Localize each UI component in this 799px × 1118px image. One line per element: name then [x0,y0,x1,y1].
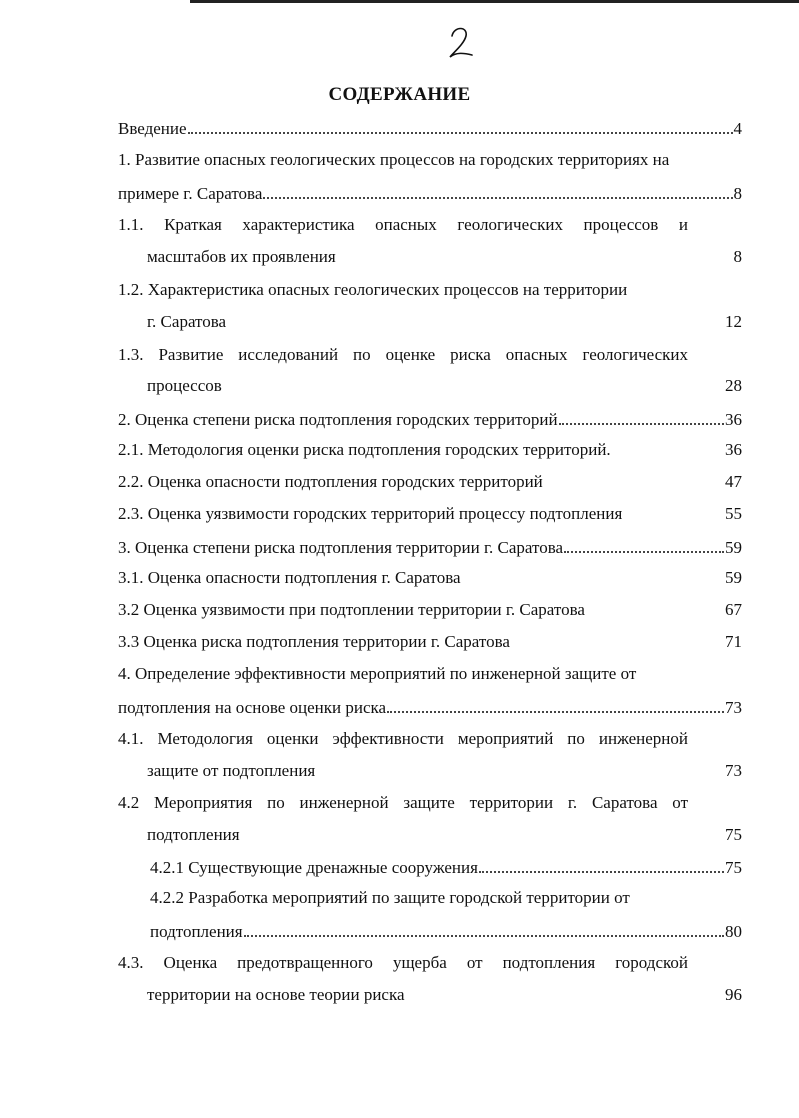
toc-page-number: 28 [725,376,742,395]
toc-entry-text: масштабов их проявления [147,247,336,266]
toc-entry-text: 1. Развитие опасных геологических процессов на городских территориях на [118,150,670,169]
toc-entry-text: подтопления [147,825,240,844]
toc-page-number: 67 [725,600,742,619]
page-top-edge [190,0,799,3]
toc-entry-introduction[interactable] [118,114,742,140]
toc-page-number: 12 [725,312,742,331]
toc-entry-text: 2.3. Оценка уязвимости городских территорий процессу подтопления [118,504,623,523]
toc-page-number: 8 [733,184,742,203]
toc-page-number: 8 [733,247,742,266]
toc-entry-3-2[interactable] [118,597,742,623]
toc-page-number: 80 [725,922,742,941]
toc-page-number: 75 [725,825,742,844]
toc-entry-4-3-line2[interactable] [147,982,742,1008]
toc-entry-text: 3.1. Оценка опасности подтопления г. Саратова [118,568,461,587]
toc-entry-2-2[interactable] [118,469,742,495]
toc-entry-2-1[interactable] [118,437,742,463]
toc-entry-3-1[interactable] [118,565,742,591]
toc-page-number: 59 [725,538,742,557]
toc-entry-2[interactable] [118,405,742,431]
toc-leader-dots [244,917,724,937]
toc-entry-text: 2.2. Оценка опасности подтопления городских территорий [118,472,543,491]
toc-leader-dots [263,179,732,199]
toc-page-number: 47 [725,472,742,491]
toc-entry-text: Введение [118,119,187,138]
toc-page-number: 36 [725,410,742,429]
toc-entry-text: 4.3. Оценка предотвращенного ущерба от подтопления городской [118,953,688,972]
toc-page-number: 73 [725,761,742,780]
toc-page-number: 75 [725,858,742,877]
toc-entry-1-line1[interactable] [118,147,742,173]
toc-entry-text: 4. Определение эффективности мероприятий по инженерной защите от [118,664,637,683]
toc-entry-text: 1.2. Характеристика опасных геологических процессов на территории [118,280,628,299]
toc-entry-1-1-line1[interactable] [118,212,688,238]
toc-entry-text: 3. Оценка степени риска подтопления территории г. Саратова [118,538,564,557]
toc-entry-4-2-line1[interactable] [118,790,688,816]
toc-entry-text: 4.2 Мероприятия по инженерной защите территории г. Саратова от [118,793,688,812]
toc-entry-4-3-line1[interactable] [118,950,688,976]
toc-entry-text: подтопления на основе оценки риска [118,698,387,717]
toc-entry-4-2-2-line2[interactable] [150,917,742,943]
page-title: СОДЕРЖАНИЕ [328,84,471,105]
toc-leader-dots [479,853,724,873]
toc-entry-2-3[interactable] [118,501,742,527]
toc-leader-dots [387,693,724,713]
toc-entry-4-1-line1[interactable] [118,726,688,752]
toc-entry-1-2-line1[interactable] [118,277,718,303]
toc-entry-text: 3.3 Оценка риска подтопления территории г. Саратова [118,632,510,651]
toc-entry-3[interactable] [118,533,742,559]
toc-entry-text: процессов [147,376,222,395]
toc-page-number: 59 [725,568,742,587]
handwritten-page-number [446,22,476,62]
toc-page-number: 96 [725,985,742,1004]
toc-entry-4-2-1[interactable] [150,853,742,879]
toc-entry-1-3-line1[interactable] [118,342,688,368]
toc-entry-text: подтопления [150,922,243,941]
toc-entry-1-2-line2[interactable] [147,309,742,335]
toc-entry-text: 4.1. Методология оценки эффективности мероприятий по инженерной [118,729,688,748]
toc-page-number: 36 [725,440,742,459]
toc-entry-text: территории на основе теории риска [147,985,405,1004]
toc-page-number: 4 [733,119,742,138]
toc-entry-4-1-line2[interactable] [147,758,742,784]
toc-entry-text: 1.3. Развитие исследований по оценке риска опасных геологических [118,345,688,364]
toc-page-number: 55 [725,504,742,523]
toc-entry-text: 2. Оценка степени риска подтопления городских территорий [118,410,558,429]
toc-entry-1-line2[interactable] [118,179,742,205]
toc-entry-4-line1[interactable] [118,661,718,687]
toc-entry-4-2-2-line1[interactable] [150,885,720,911]
toc-entry-3-3[interactable] [118,629,742,655]
toc-entry-1-1-line2[interactable] [147,244,742,270]
toc-leader-dots [564,533,724,553]
toc-entry-text: 2.1. Методология оценки риска подтопления городских территорий. [118,440,611,459]
toc-entry-text: 3.2 Оценка уязвимости при подтоплении территории г. Саратова [118,600,585,619]
toc-entry-text: 4.2.2 Разработка мероприятий по защите городской территории от [150,888,630,907]
handwritten-two-glyph [446,22,476,62]
toc-entry-1-3-line2[interactable] [147,373,742,399]
toc-entry-4-line2[interactable] [118,693,742,719]
toc-entry-4-2-line2[interactable] [147,822,742,848]
toc-entry-text: 1.1. Краткая характеристика опасных геологических процессов и [118,215,688,234]
toc-leader-dots [559,405,724,425]
toc-leader-dots [188,114,733,134]
toc-entry-text: защите от подтопления [147,761,316,780]
toc-page-number: 71 [725,632,742,651]
toc-page-number: 73 [725,698,742,717]
toc-entry-text: 4.2.1 Существующие дренажные сооружения [150,858,478,877]
toc-entry-text: примере г. Саратова [118,184,263,203]
toc-entry-text: г. Саратова [147,312,227,331]
